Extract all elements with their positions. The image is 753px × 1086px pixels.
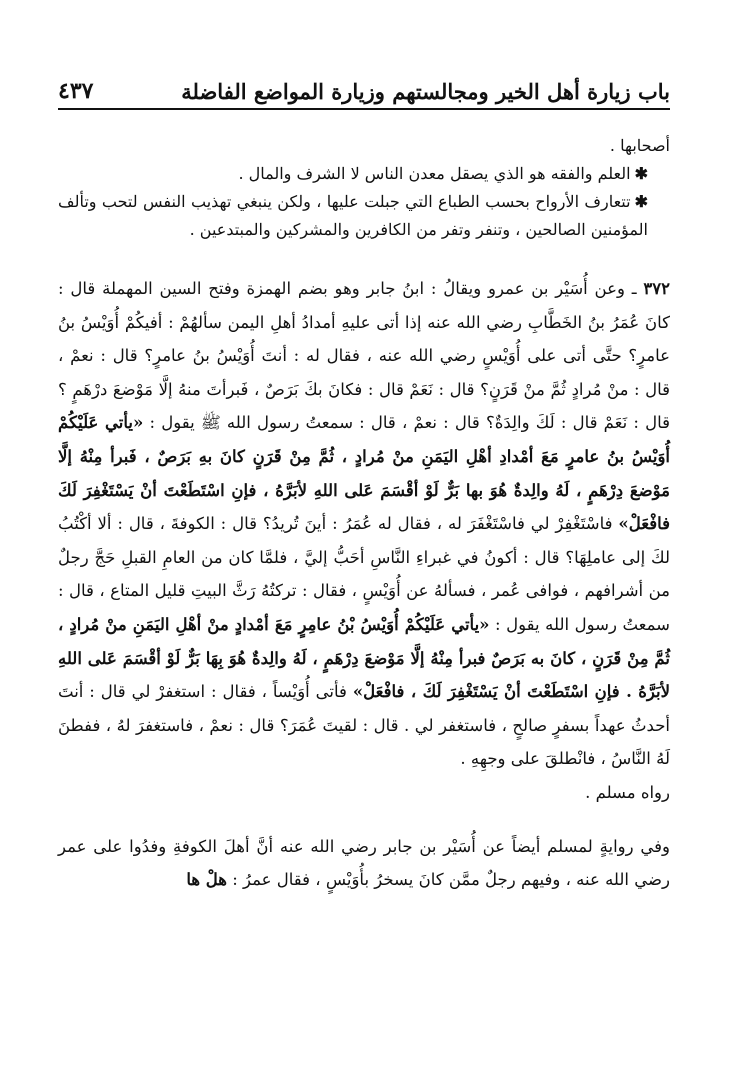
hadith-source: رواه مسلم .: [585, 782, 670, 802]
bullet-item: [58, 188, 670, 244]
riwaya-paragraph: [58, 830, 670, 897]
bullet-text: العلم والفقه هو الذي يصقل معدن الناس لا الشرف والمال .: [238, 164, 631, 183]
hadith-number: ٣٧٢: [643, 279, 670, 298]
asterisk-icon: ✱: [634, 164, 648, 183]
hadith-paragraph: [58, 272, 670, 776]
bullet-text: تتعارف الأرواح بحسب الطباع التي جبلت عليها ، ولكن ينبغي تهذيب النفس لتحب وتألف المؤمنين الصالحين ، وتنفر وتفر من الكافرين والمشركين والمبتدعين .: [58, 192, 648, 239]
hadith-text: فاسْتَغْفِرْ لي فاسْتَغْفَرَ له ، فقال له عُمَرُ : أينَ تُريدُ؟ قال : الكوفةَ ، قال : ألا أكْتُبُ لكَ إلى عاملِهَا؟ قال : أكونُ في غبراءِ النَّاسِ أحَبُّ إليَّ ، فلمَّا كان من العامِ القبلِ حَجَّ رجلٌ من أشرافهم ، فوافى عُمر ، فسألهُ عن أُوَيْسٍ ، فقال : تركتُهُ رَثَّ البيتِ قليل المتاع ، قال : سمعتُ رسول الله يقول :: [58, 514, 670, 634]
hadith-text: ـ وعن أُسَيْر بن عمرو ويقالُ : ابنُ جابر وهو بضم الهمزة وفتح السين المهملة قال : كانَ عُمَرُ بنُ الخَطَّابِ رضي الله عنه إذا أتى عليهِ أمدادُ أهلِ اليمن سألهُمْ : أفيكُمْ أُوَيْسُ بنُ عامرٍ؟ حتَّى أتى على أُوَيْسٍ رضي الله عنه ، فقال له : أنتَ أُوَيْسُ بنُ عامرٍ؟ قال : نعمْ ، قال : منْ مُرادٍ ثُمَّ منْ قَرَنٍ؟ قال : نَعَمْ قال : فكانَ بكَ بَرَصٌ ، فَبرأتَ منهُ إلَّا مَوْضعَ درْهَمٍ ؟ قال : نَعَمْ قال : لَكَ والِدَةٌ؟ قال : نعمْ ، قال : سمعتُ رسول الله ﷺ يقول :: [58, 279, 670, 433]
hadith-372: [58, 272, 670, 897]
header-rule: [58, 108, 670, 110]
page-header: [58, 70, 670, 104]
prophetic-quote: «يأتي عَلَيْكُمْ أُوَيْسُ بْنُ عامِرٍ مَعَ أمْدادٍ منْ أهْلِ اليَمَنِ منْ مُرادٍ ، ثُمَّ مِنْ قَرَنٍ ، كانَ به بَرَصٌ فبرأ مِنْهُ إلَّا مَوْضعَ دِرْهَمٍ ، لَهُ والِدةٌ هُوَ بِهَا بَرٌّ لَوْ أقْسَمَ عَلى اللهِ لأبَرَّهُ . فإنِ اسْتَطَعْتَ أنْ يَسْتَغْفِرَ لَكَ ، فافْعَلْ»: [58, 614, 670, 702]
intro-line: أصحابها .: [609, 136, 670, 155]
bullet-item: [58, 160, 670, 188]
asterisk-icon: ✱: [634, 192, 648, 211]
prophetic-quote: «يأتي عَلَيْكُمْ أُوَيْسُ بنُ عامرٍ مَعَ أمْدادِ أهْلِ اليَمَنِ منْ مُرادٍ ، ثُمَّ مِنْ قَرَنٍ كانَ بهِ بَرَصٌ ، فَبرأ مِنْهُ إلَّا مَوْضعَ دِرْهَمٍ ، لَهُ والِدةٌ هُوَ بها بَرٌّ لَوْ أقْسَمَ عَلى اللهِ لأبَرَّهُ ، فإنِ اسْتَطَعْتَ أنْ يَسْتَغْفِرَ لَكَ فافْعَلْ»: [58, 413, 670, 534]
paragraph-gap: [58, 810, 670, 830]
hadith-text: فأتى أُوَيْساً ، فقال : استغفرْ لي قال : أنتَ أحدثُ عهداً بسفرٍ صالحٍ ، فاستغفر لي . قال : لقيتَ عُمَرَ؟ قال : نعمْ ، فاستغفرَ لهُ ، ففطنَ لَهُ النَّاسُ ، فانْطلقَ على وجهِهِ .: [58, 682, 670, 769]
book-page: [58, 70, 670, 897]
riwaya-text: وفي روايةٍ لمسلم أيضاً عن أُسَيْر بن جابر رضي الله عنه أنَّ أهلَ الكوفةِ وفدُوا على عمر رضي الله عنه ، وفيهم رجلٌ ممَّن كانَ يسخرُ بأُوَيْسٍ ، فقال عمرُ :: [58, 836, 670, 890]
chapter-title: باب زيارة أهل الخير ومجالستهم وزيارة المواضع الفاضلة: [181, 79, 670, 104]
page-number: ٤٣٧: [58, 78, 94, 104]
intro-section: [58, 132, 670, 244]
riwaya-quote: هلْ ها: [186, 870, 227, 890]
